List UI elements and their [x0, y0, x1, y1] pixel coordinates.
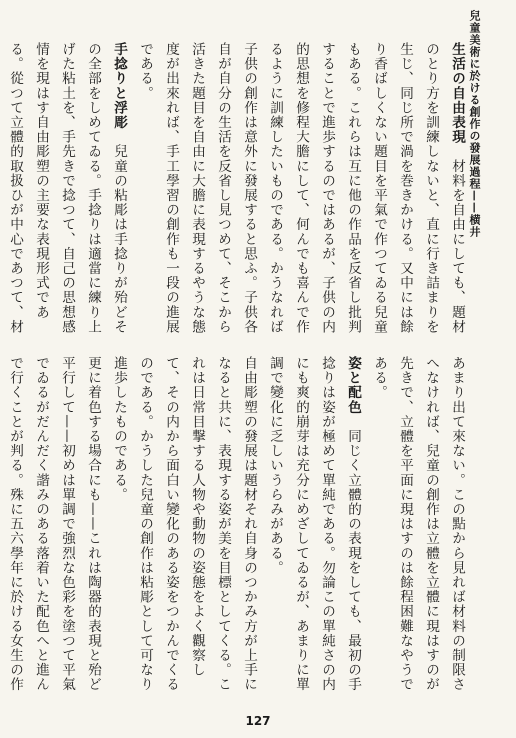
paragraph-continuation: あまり出て來ない。この點から見れば材料の制限さへなければ、兒童の創作は立體を立體に現はすのが先きで、立體を平面に現はすのは餘程困難なやうである。 — [371, 356, 465, 692]
page-number: 127 — [245, 714, 271, 728]
body-text: 兒童の粘彫は手捻りが殆どその全部をしめてゐる。手捻りは適當に練り上げた粘土を、手先きで捻つて、自己の思想感情を現はす自由彫塑の主要な表現形式である。從つて立體的取扱ひが中心であつて、材 — [7, 42, 127, 335]
running-title: 兒童美術に於ける創作の發展過程——横井 — [468, 10, 481, 238]
section-heading-form-color: 姿と配色 — [345, 356, 361, 415]
paragraph-handmodel-relief — [0, 42, 132, 340]
body-text: 同じく立體的の表現をしても、最初の手捻りは姿が極めて單純である。勿論この單純さの内にも爽的崩芽は充分にめざしてゐるが、あまりに單調で變化に乏しいうらみがある。 — [267, 356, 361, 692]
lower-text-block — [7, 356, 470, 696]
body-text: 材料を自由にしても、題材のとり方を訓練しないと、直に行き詰まりを生じ、同じ所で渦を巻きかける。又中には餘り香ばしくない題目を平氣で作つてゐる兒童もある。これらは互に他の作品を反省し批判することで進歩するのではあるが、子供の内的思想を修程大膽にして、何んでも喜んで作るように訓練したいものである。かうなれば子供の創作は意外に發展すると思ふ。子供各自が自分の生活を反省し見つめて、そこから活きた題目を自由に大膽に表現するやうな態度が出來れば、手工學習の創作も一段の進展である。 — [137, 42, 465, 335]
paragraph-sculpture-development: 自由彫塑の發展は題材それ自身のつかみ方が上手になると共に、表現する姿が美を目標としてくる。これは日常目撃する人物や動物の姿態をよく觀察して、その内から面白い變化のある姿をつかんでくるのである。かうした兒童の創作は粘彫として可なり進歩したものである。 — [111, 356, 257, 692]
paragraph-form-color — [262, 356, 366, 696]
paragraph-coloring: 更に着色する場合にも——これは陶器的表現と殆ど平行して——初めは單調で強烈な色彩を塗つて平氣でゐるがだんだく諧みのある落着いた配色へと進んで行くことが判る。殊に五六學年に於ける女生の作 — [7, 356, 101, 692]
section-heading-handmodel-relief: 手捻りと浮彫 — [111, 42, 127, 130]
section-heading-free-expression: 生活の自由表現 — [449, 42, 465, 145]
paragraph-free-expression — [132, 42, 470, 340]
upper-text-block — [7, 42, 470, 340]
